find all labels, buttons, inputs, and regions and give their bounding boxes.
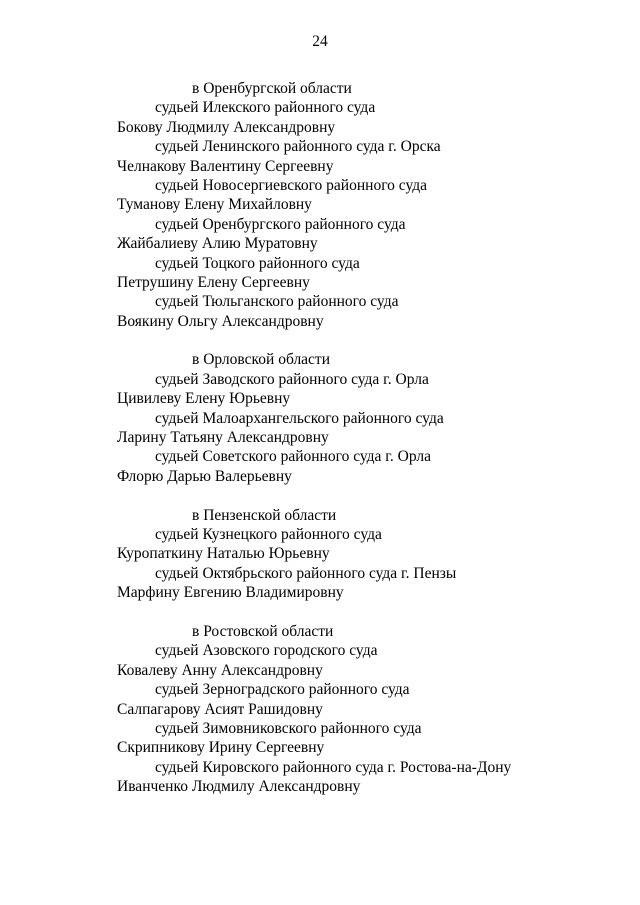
court-line: судьей Кузнецкого районного суда — [155, 525, 382, 543]
page-number: 24 — [312, 33, 328, 50]
region-heading: в Ростовской области — [192, 622, 334, 640]
region-section — [0, 79, 640, 331]
judge-name: Челнакову Валентину Сергеевну — [117, 157, 334, 175]
judge-name: Туманову Елену Михайловну — [117, 196, 312, 214]
court-line: судьей Октябрьского районного суда г. Пензы — [155, 564, 457, 582]
judge-name: Ковалеву Анну Александровну — [117, 661, 323, 679]
appointment-list — [0, 79, 640, 796]
judge-name: Цивилеву Елену Юрьевну — [117, 390, 291, 408]
court-line: судьей Зимовниковского районного суда — [155, 719, 422, 737]
court-line: судьей Илекского районного суда — [155, 99, 376, 117]
region-heading: в Оренбургской области — [192, 80, 352, 97]
judge-name: Ларину Татьяну Александровну — [117, 429, 329, 447]
section-gap — [0, 603, 640, 622]
judge-name: Жайбалиеву Алию Муратовну — [117, 235, 318, 253]
court-line: судьей Азовского городского суда — [155, 642, 378, 660]
judge-name: Куропаткину Наталью Юрьевну — [117, 545, 330, 563]
judge-name: Воякину Ольгу Александровну — [117, 312, 324, 330]
court-line: судьей Новосергиевского районного суда — [155, 176, 427, 194]
section-gap — [0, 331, 640, 350]
court-line: судьей Советского районного суда г. Орла — [155, 448, 431, 466]
judge-name: Бокову Людмилу Александровну — [117, 118, 336, 136]
court-line: судьей Тоцкого районного суда — [155, 254, 360, 272]
region-heading: в Орловской области — [192, 351, 331, 369]
court-line: судьей Ленинского районного суда г. Орска — [155, 138, 441, 156]
judge-name: Петрушину Елену Сергеевну — [117, 273, 310, 291]
region-section — [0, 350, 640, 486]
court-line: судьей Кировского районного суда г. Ростова-на-Дону — [155, 758, 512, 776]
region-section — [0, 622, 640, 797]
court-line: судьей Заводского районного суда г. Орла — [155, 370, 429, 388]
court-line: судьей Оренбургского районного суда — [155, 215, 406, 233]
court-line: судьей Тюльганского районного суда — [155, 293, 399, 311]
court-line: судьей Зерноградского районного суда — [155, 681, 410, 699]
judge-name: Иванченко Людмилу Александровну — [117, 778, 361, 796]
region-heading: в Пензенской области — [192, 506, 337, 524]
judge-name: Флорю Дарью Валерьевну — [117, 467, 292, 485]
section-gap — [0, 486, 640, 505]
region-section — [0, 506, 640, 603]
judge-name: Марфину Евгению Владимировну — [117, 584, 344, 602]
judge-name: Салпагарову Асият Рашидовну — [117, 700, 323, 718]
court-line: судьей Малоархангельского районного суда — [155, 409, 444, 427]
judge-name: Скрипникову Ирину Сергеевну — [117, 739, 325, 757]
